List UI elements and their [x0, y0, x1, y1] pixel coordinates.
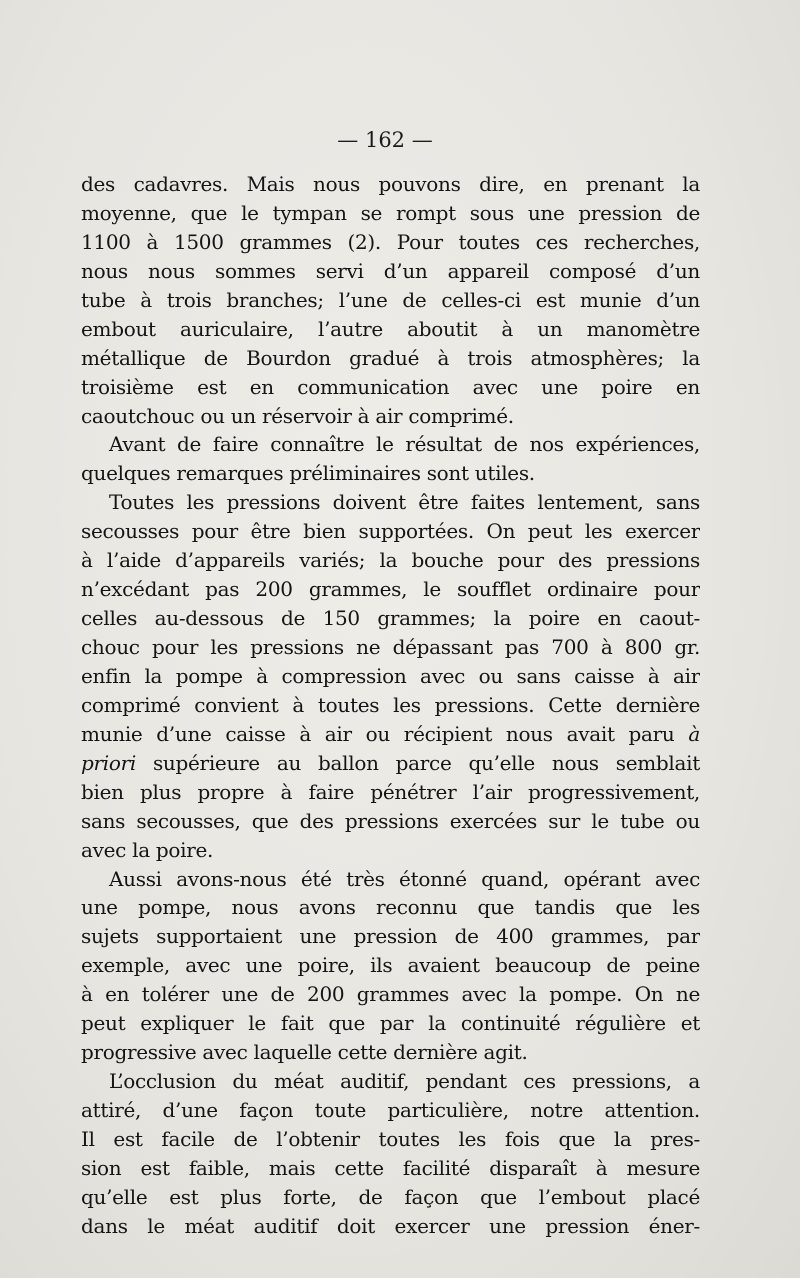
text-line: L’occlusion du méat auditif, pendant ces pressions, a [109, 1069, 700, 1094]
text-line: à l’aide d’appareils variés; la bouche pour des pressions [81, 548, 700, 573]
text-line: une pompe, nous avons reconnu que tandis que les [81, 895, 700, 920]
text-line: celles au-dessous de 150 grammes; la poire en caout- [81, 606, 700, 631]
text-line: qu’elle est plus forte, de façon que l’embout placé [81, 1184, 700, 1209]
text-line-with-italic [81, 749, 700, 778]
text-line: moyenne, que le tympan se rompt sous une pression de [81, 200, 700, 225]
text-line: avec la poire. [81, 837, 214, 862]
text-line: attiré, d’une façon toute particulière, notre attention. [81, 1098, 700, 1122]
text-line: sans secousses, que des pressions exercées sur le tube ou [81, 808, 700, 833]
italic-a: à [674, 721, 700, 746]
text-line: sujets supportaient une pression de 400 grammes, par [81, 924, 700, 949]
text-line: comprimé convient à toutes les pressions. Cette dernière [81, 692, 700, 717]
text-line: caoutchouc ou un réservoir à air comprimé. [81, 403, 514, 428]
text-line: progressive avec laquelle cette dernière agit. [81, 1040, 528, 1065]
text-line: 1100 à 1500 grammes (2). Pour toutes ces recherches, [81, 229, 700, 254]
text-line: des cadavres. Mais nous pouvons dire, en prenant la [81, 172, 700, 196]
text-line: munie d’une caisse à air ou récipient nous avait paru à [81, 721, 700, 746]
text-line: enfin la pompe à compression avec ou sans caisse à air [81, 663, 700, 688]
text-line: nous nous sommes servi d’un appareil composé d’un [81, 258, 700, 283]
text-line: Il est facile de l’obtenir toutes les fois que la pres- [81, 1126, 700, 1151]
text-line: embout auriculaire, l’autre aboutit à un manomètre [81, 316, 700, 341]
page-number: — 162 — [337, 128, 433, 152]
text-line: tube à trois branches; l’une de celles-ci est munie d’un [81, 287, 700, 312]
text-line-rest: supérieure au ballon parce qu’elle nous semblait [152, 750, 700, 775]
text-line: à en tolérer une de 200 grammes avec la pompe. On ne [81, 982, 700, 1007]
text-line: Toutes les pressions doivent être faites lentement, sans [109, 490, 700, 515]
text-line: bien plus propre à faire pénétrer l’air progressivement, [81, 779, 700, 804]
text-line: quelques remarques préliminaires sont utiles. [81, 461, 535, 486]
text-line: troisième est en communication avec une poire en [81, 374, 700, 399]
text-line: Avant de faire connaître le résultat de nos expériences, [109, 432, 700, 457]
text-line: métallique de Bourdon gradué à trois atmosphères; la [81, 345, 700, 370]
text-line: dans le méat auditif doit exercer une pression éner- [81, 1213, 700, 1238]
body-text [81, 170, 700, 1241]
text-line: secousses pour être bien supportées. On peut les exercer [81, 519, 700, 544]
text-line: peut expliquer le fait que par la continuité régulière et [81, 1011, 700, 1036]
text-line: chouc pour les pressions ne dépassant pas 700 à 800 gr. [81, 635, 700, 659]
text-line: sion est faible, mais cette facilité disparaît à mesure [81, 1155, 700, 1180]
text-line: Aussi avons-nous été très étonné quand, opérant avec [109, 866, 700, 891]
text-line: exemple, avec une poire, ils avaient beaucoup de peine [81, 953, 700, 978]
text-line: n’excédant pas 200 grammes, le soufflet ordinaire pour [81, 577, 700, 602]
italic-a-priori: priori [81, 750, 136, 775]
